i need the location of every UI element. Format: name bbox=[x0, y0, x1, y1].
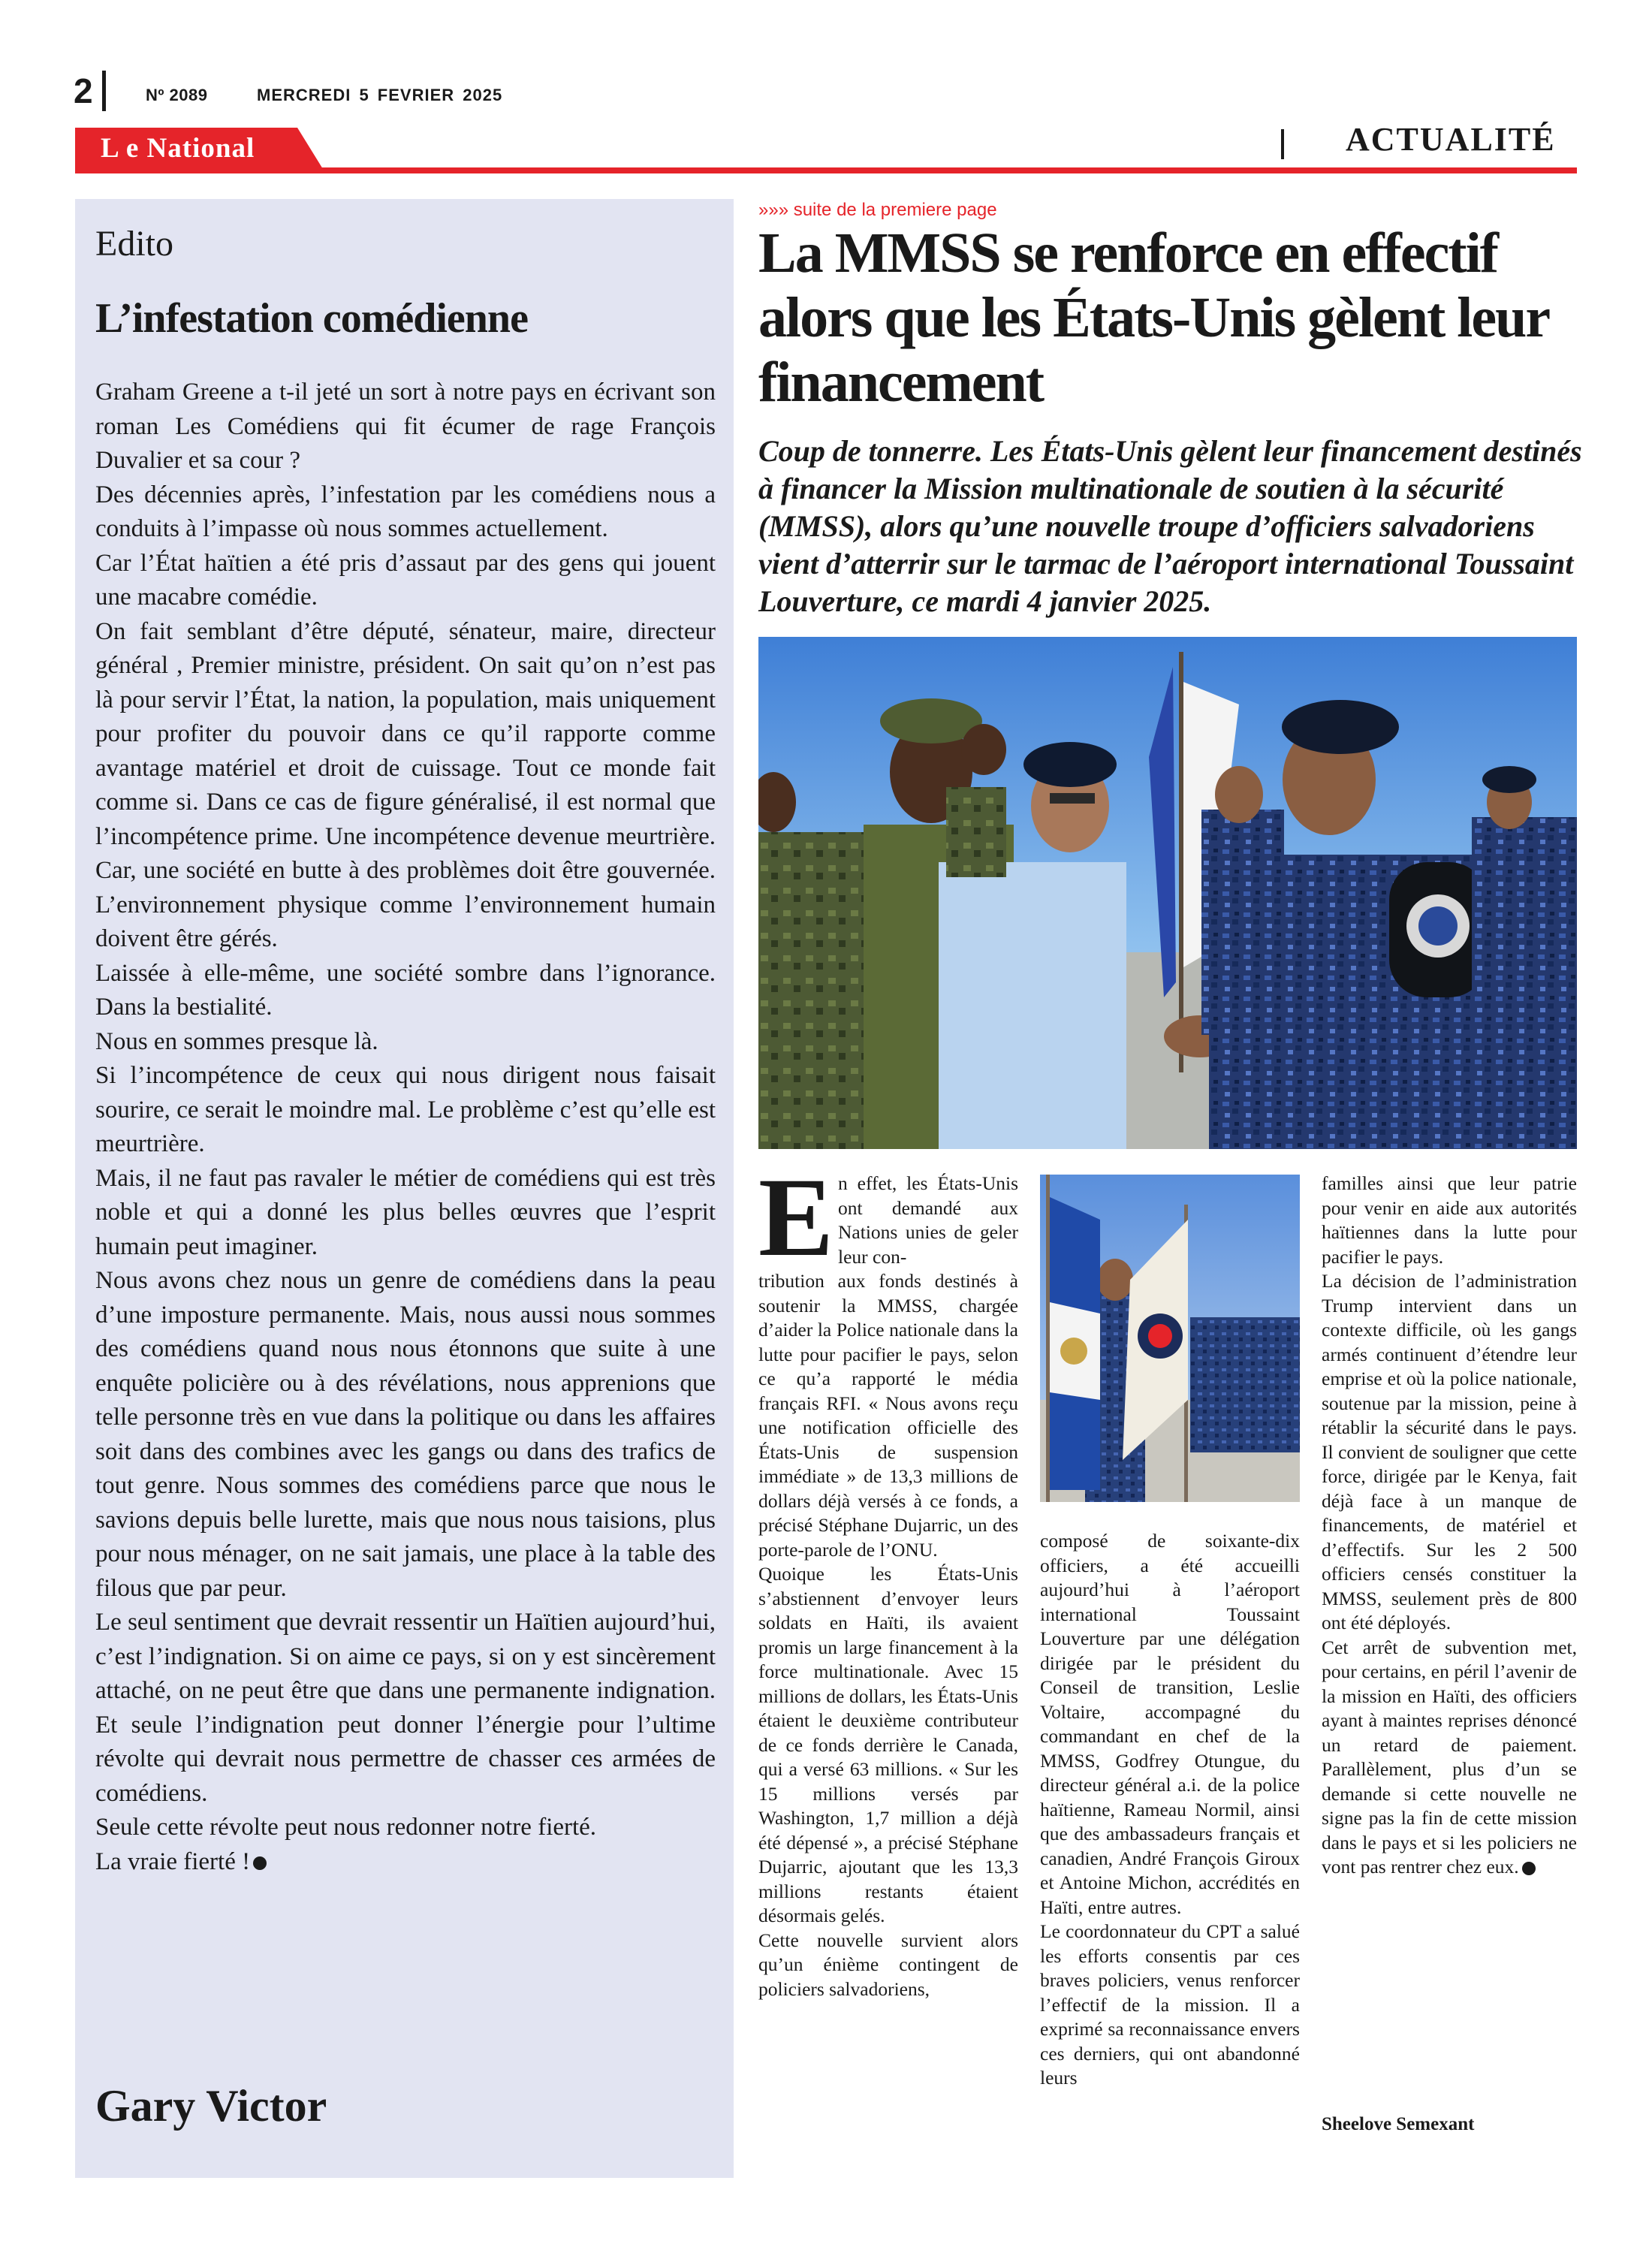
article-lede: Coup de tonnerre. Les États-Unis gèlent leur financement destinés à financer la Mission multinationale de soutien à la sécurité (MMSS), alors qu’une nouvelle troupe d’officiers salvadoriens vient d’atterrir sur le tarmac de l’aéroport international Toussaint Louverture, ce mardi 4 janvier 2025. bbox=[758, 434, 1582, 618]
article-column-1 bbox=[758, 1269, 1018, 2001]
flags-photo-illustration bbox=[1040, 1175, 1300, 1502]
editorial-paragraph: On fait semblant d’être député, sénateur, maire, directeur général , Premier ministre, président. On sait qu’on n’est pas là pour servir l’État, la nation, la population, mais uniquement pour profiter du pouvoir dans ce qu’il rapporte comme avantage matériel et droit de cuissage. Tout ce monde fait comme si. Dans ce cas de figure généralisé, il est normal que l’incompétence prime. Une incompétence devenue meurtrière. Car, une société en butte à des problèmes doit être gouvernée. L’environnement physique comme l’environnement humain doivent être gérés. bbox=[95, 617, 716, 952]
editorial-body bbox=[95, 376, 716, 1879]
editorial-last-line bbox=[95, 1845, 716, 1880]
publication-date: MERCREDI 5 FEVRIER 2025 bbox=[257, 86, 503, 104]
article-column-1-intro: n effet, les États-Unis ont demandé aux Nations unies de geler leur con- bbox=[838, 1172, 1018, 1268]
editorial-paragraph: Mais, il ne faut pas ravaler le métier de comédiens qui est très noble et qui a donné les plus belles œuvres que l’esprit humain peut imaginer. bbox=[95, 1164, 716, 1260]
editorial-paragraph: La vraie fierté ! bbox=[95, 1847, 251, 1875]
article-paragraph: La décision de l’administration Trump intervient dans un contexte difficile, où les gangs armés continuent d’étendre leur emprise et où la police nationale, soutenue par la mission, peine à rétablir la sécurité dans le pays. Il convient de souligner que cette force, dirigée par le Kenya, fait déjà face à un manque de financements, de matériel et d’effectifs. Sur les 2 500 officiers censés constituer la MMSS, seulement près de 800 ont été déployés. bbox=[1322, 1270, 1577, 1633]
editorial-paragraph: Laissée à elle-même, une société sombre dans l’ignorance. Dans la bestialité. bbox=[95, 959, 716, 1021]
editorial-title: L’infestation comédienne bbox=[95, 295, 528, 342]
continuation-kicker: »»» suite de la premiere page bbox=[758, 200, 997, 220]
issue-number: Nº 2089 bbox=[146, 86, 208, 104]
editorial-paragraph: Seule cette révolte peut nous redonner notre fierté. bbox=[95, 1814, 597, 1841]
article-last-line bbox=[1322, 1636, 1577, 1880]
article-paragraph: familles ainsi que leur patrie pour venir en aide aux autorités haïtiennes dans la lutte pour pacifier le pays. bbox=[1322, 1172, 1577, 1268]
article-paragraph: composé de soixante-dix officiers, a été accueilli aujourd’hui à l’aéroport international Toussaint Louverture par une délégation dirigée par le président du Conseil de transition, Leslie Voltaire, accompagné du commandant en chef de la MMSS, Godfrey Otungue, du directeur général a.i. de la police haïtienne, Rameau Normil, ainsi que des ambassadeurs français et canadien, André François Giroux et Antoine Michon, accrédités en Haïti, entre autres. bbox=[1040, 1530, 1300, 1918]
editorial-author: Gary Victor bbox=[95, 2081, 327, 2131]
page-number: 2 bbox=[74, 71, 93, 110]
article-headline: La MMSS se renforce en effectif alors que les États-Unis gèlent leur financement bbox=[758, 222, 1548, 414]
paper-name: L e National bbox=[101, 133, 255, 164]
handshake-photo-illustration bbox=[758, 637, 1577, 1149]
editorial-paragraph: Nous en sommes presque là. bbox=[95, 1027, 378, 1055]
editorial-paragraph: Nous avons chez nous un genre de comédiens dans la peau d’une imposture permanente. Mais, nous aussi nous sommes des comédiens quand nous nous étonnons que suite à une enquête policière ou à des révélations, nous apprenions que telle personne très en vue dans la politique ou dans les affaires soit dans des combines avec les gangs ou dans des trafics de tout genre. Nous sommes des comédiens parce que nous le savions depuis belle lurette, mais que nous nous taisions, plus pour nous ménager, on ne sait jamais, une place à la table des filous que par peur. bbox=[95, 1267, 716, 1602]
article-photo-handshake bbox=[758, 637, 1577, 1149]
end-mark-icon bbox=[253, 1856, 267, 1870]
editorial-label: Edito bbox=[95, 224, 173, 264]
editorial-paragraph: Si l’incompétence de ceux qui nous dirigent nous faisait sourire, ce serait le moindre mal. Le problème c’est qu’elle est meurtrière. bbox=[95, 1062, 716, 1157]
article-paragraph: Cette nouvelle survient alors qu’un énième contingent de policiers salvadoriens, bbox=[758, 1929, 1018, 2000]
section-divider bbox=[1281, 129, 1284, 159]
article-column-2 bbox=[1040, 1529, 1300, 2091]
article-paragraph: Le coordonnateur du CPT a salué les efforts consentis par ces braves policiers, venus renforcer l’effectif de la mission. Il a exprimé sa reconnaissance envers ces derniers, qui ont abandonné leurs bbox=[1040, 1920, 1300, 2089]
section-title: ACTUALITÉ bbox=[1346, 121, 1556, 158]
article-column-3 bbox=[1322, 1172, 1577, 1880]
drop-cap: E bbox=[758, 1155, 834, 1280]
editorial-paragraph: Des décennies après, l’infestation par les comédiens nous a conduits à l’impasse où nous sommes actuellement. bbox=[95, 481, 716, 542]
article-paragraph: Cet arrêt de subvention met, pour certains, en péril l’avenir de la mission en Haïti, des officiers ayant à maintes reprises dénoncé un retard de paiement. Parallèlement, plus d’un se demande si cette nouvelle ne signe pas la fin de cette mission dans le pays et si les policiers ne vont pas rentrer chez eux. bbox=[1322, 1636, 1577, 1878]
editorial-paragraph: Le seul sentiment que devrait ressentir un Haïtien aujourd’hui, c’est l’indignation. Si on aime ce pays, si on y est sincèrement attaché, on ne peut être que dans une permanente indignation. Et seule l’indignation peut donner l’énergie pour l’ultime révolte qui devrait nous permettre de chasser ces armées de comédiens. bbox=[95, 1609, 716, 1807]
end-mark-icon bbox=[1522, 1862, 1536, 1875]
article-photo-flags bbox=[1040, 1175, 1300, 1502]
editorial-paragraph: Car l’État haïtien a été pris d’assaut par des gens qui jouent une macabre comédie. bbox=[95, 549, 716, 611]
editorial-paragraph: Graham Greene a t-il jeté un sort à notre pays en écrivant son roman Les Comédiens qui fit écumer de rage François Duvalier et sa cour ? bbox=[95, 379, 716, 474]
page-number-divider bbox=[102, 71, 106, 111]
header-rule bbox=[75, 167, 1577, 173]
article-paragraph: Quoique les États-Unis s’abstiennent d’envoyer leurs soldats en Haïti, ils avaient promis un large financement à la force multinationale. Avec 15 millions de dollars, les États-Unis étaient le deuxième contributeur de ce fonds derrière le Canada, qui a versé 63 millions. « Sur les 15 millions versés par Washington, 1,7 million a déjà été dépensé », a précisé Stéphane Dujarric, ajoutant que les 13,3 millions restants étaient désormais gelés. bbox=[758, 1563, 1018, 1926]
article-paragraph: tribution aux fonds destinés à soutenir la MMSS, chargée d’aider la Police nationale dans la lutte pour pacifier le pays, selon ce qu’a rapporté le média français RFI. « Nous avons reçu une notification officielle des États-Unis de suspension immédiate » de 13,3 millions de dollars déjà versés à ce fonds, a précisé Stéphane Dujarric, un des porte-parole de l’ONU. bbox=[758, 1270, 1018, 1561]
article-byline: Sheelove Semexant bbox=[1322, 2114, 1475, 2134]
